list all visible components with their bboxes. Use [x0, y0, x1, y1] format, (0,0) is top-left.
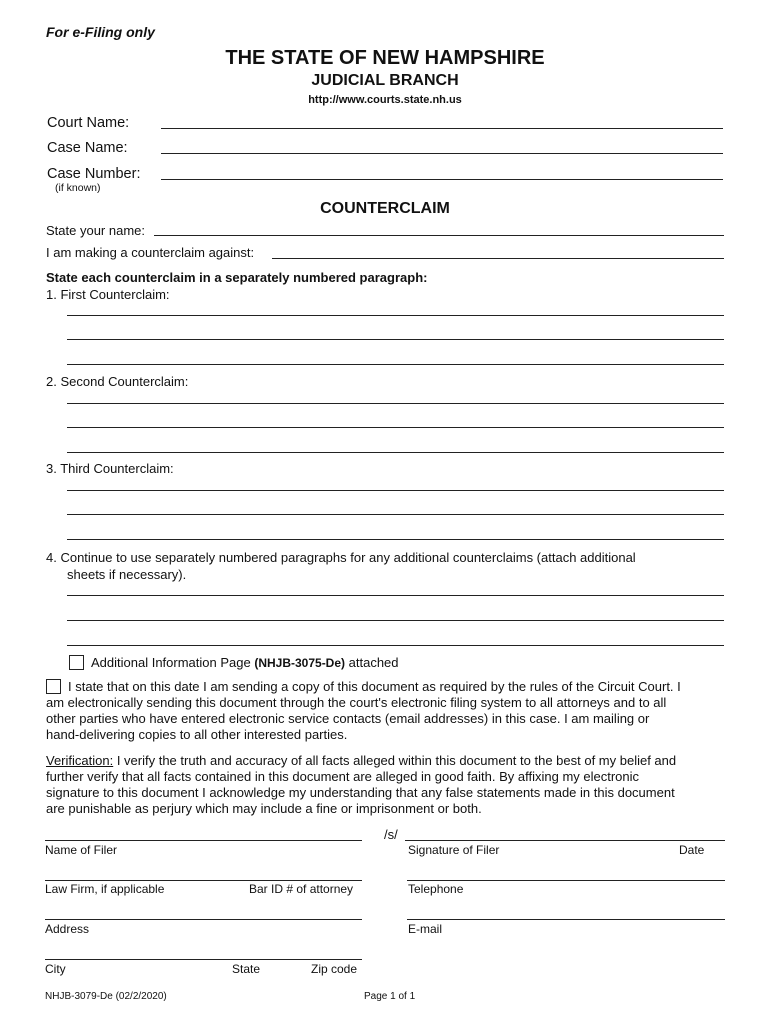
- name-of-filer-label: Name of Filer: [45, 843, 118, 857]
- your-name-label: State your name:: [46, 223, 145, 238]
- case-number-label: Case Number:: [47, 166, 141, 182]
- service-checkbox[interactable]: [46, 679, 61, 694]
- court-url[interactable]: http://www.courts.state.nh.us: [308, 94, 462, 106]
- case-name-label: Case Name:: [47, 140, 128, 156]
- counterclaim-2-line[interactable]: [67, 452, 724, 453]
- counterclaim-2-label: 2. Second Counterclaim:: [46, 374, 189, 389]
- branch-title: JUDICIAL BRANCH: [311, 72, 459, 89]
- law-firm-label: Law Firm, if applicable: [45, 882, 165, 896]
- telephone-label: Telephone: [408, 882, 464, 896]
- verification-text-line: signature to this document I acknowledge my understanding that any false statements made in this document: [46, 785, 675, 800]
- telephone-field[interactable]: [407, 880, 725, 881]
- case-number-field[interactable]: [161, 179, 723, 180]
- case-name-field[interactable]: [161, 153, 723, 154]
- counterclaim-3-label: 3. Third Counterclaim:: [46, 461, 174, 476]
- counterclaim-2-line[interactable]: [67, 427, 724, 428]
- counterclaim-2-line[interactable]: [67, 403, 724, 404]
- court-name-label: Court Name:: [47, 115, 130, 131]
- form-title: COUNTERCLAIM: [320, 200, 450, 217]
- verification-label: Verification:: [46, 753, 114, 768]
- verification-text-line: further verify that all facts contained in this document are alleged in good faith. By affixing my electronic: [46, 769, 640, 784]
- address-field[interactable]: [45, 919, 362, 920]
- additional-info-checkbox[interactable]: [69, 655, 84, 670]
- counterclaim-1-line[interactable]: [67, 315, 724, 316]
- service-text-line: hand-delivering copies to all other interested parties.: [46, 727, 348, 742]
- against-label: I am making a counterclaim against:: [46, 245, 255, 260]
- date-label: Date: [679, 843, 705, 857]
- counterclaim-1-line[interactable]: [67, 339, 724, 340]
- instruction-text: State each counterclaim in a separately numbered paragraph:: [46, 270, 428, 285]
- counterclaim-4-line[interactable]: [67, 595, 724, 596]
- counterclaim-4-line[interactable]: [67, 620, 724, 621]
- bar-id-label: Bar ID # of attorney: [249, 882, 354, 896]
- counterclaim-4-label: 4. Continue to use separately numbered paragraphs for any additional counterclaims (attach additional: [46, 550, 636, 565]
- court-name-field[interactable]: [161, 128, 723, 129]
- service-text-line: other parties who have entered electronic service contacts (email addresses) in this case. I am mailing or: [46, 711, 650, 726]
- verification-text-line: are punishable as perjury which may include a fine or imprisonment or both.: [46, 801, 482, 816]
- counterclaim-4-label-cont: sheets if necessary).: [67, 567, 187, 582]
- signature-of-filer-field[interactable]: [405, 840, 725, 841]
- city-state-zip-field[interactable]: [45, 959, 362, 960]
- email-label: E-mail: [408, 922, 443, 936]
- service-text-line: I state that on this date I am sending a copy of this document as required by the rules of the Circuit Court. I: [68, 679, 681, 694]
- email-field[interactable]: [407, 919, 725, 920]
- against-field[interactable]: [272, 258, 724, 259]
- city-label: City: [45, 962, 66, 976]
- service-text-line: am electronically sending this document through the court's electronic filing system to all attorneys and to all: [46, 695, 667, 710]
- if-known-note: (if known): [55, 182, 101, 194]
- counterclaim-4-line[interactable]: [67, 645, 724, 646]
- counterclaim-3-line[interactable]: [67, 514, 724, 515]
- counterclaim-3-line[interactable]: [67, 539, 724, 540]
- counterclaim-3-line[interactable]: [67, 490, 724, 491]
- signature-of-filer-label: Signature of Filer: [408, 843, 500, 857]
- counterclaim-1-label: 1. First Counterclaim:: [46, 287, 170, 302]
- your-name-field[interactable]: [154, 235, 724, 236]
- state-label: State: [232, 962, 261, 976]
- address-label: Address: [45, 922, 90, 936]
- efiling-notice: For e-Filing only: [46, 24, 155, 40]
- additional-info-label: Additional Information Page (NHJB-3075-De) attached: [91, 655, 399, 670]
- counterclaim-1-line[interactable]: [67, 364, 724, 365]
- page-number: Page 1 of 1: [364, 991, 416, 1002]
- zip-label: Zip code: [311, 962, 358, 976]
- law-firm-field[interactable]: [45, 880, 362, 881]
- state-title: THE STATE OF NEW HAMPSHIRE: [225, 47, 545, 69]
- verification-text-line: Verification: I verify the truth and accuracy of all facts alleged within this document to the best of my belief and: [46, 753, 677, 768]
- form-id: NHJB-3079-De (02/2/2020): [45, 991, 167, 1002]
- s-marker: /s/: [384, 827, 398, 842]
- name-of-filer-field[interactable]: [45, 840, 362, 841]
